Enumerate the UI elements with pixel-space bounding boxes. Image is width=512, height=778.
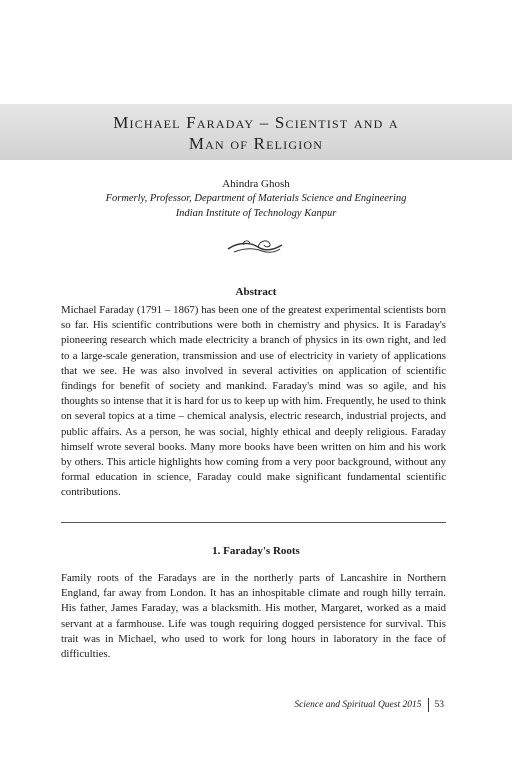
section-divider bbox=[61, 522, 446, 523]
author-name: Ahindra Ghosh bbox=[222, 178, 290, 190]
journal-name: Science and Spiritual Quest 2015 bbox=[294, 700, 422, 711]
author-affiliation-line-1: Formerly, Professor, Department of Materials Science and Engineering bbox=[105, 193, 407, 204]
page-footer bbox=[294, 698, 444, 712]
page-number: 53 bbox=[434, 700, 444, 711]
article-title-line-1: Michael Faraday – Scientist and a bbox=[113, 113, 399, 132]
footer-separator bbox=[428, 698, 429, 712]
flourish-ornament-icon bbox=[224, 236, 288, 258]
article-title-line-2: Man of Religion bbox=[188, 134, 324, 153]
section-1-text: Family roots of the Faradays are in the northerly parts of Lancashire in Northern England, far away from London. It has an inhospitable climate and rough hilly terrain. His father, James Faraday, was a blacksmith. His mother, Margaret, worked as a maid servant at a farmhouse. Life was tough requiring dogged persistence for survival. This trait was in Michael, who used to work for long hours in laboratory in the face of difficulties. bbox=[61, 572, 446, 661]
section-1-heading: 1. Faraday's Roots bbox=[212, 545, 300, 557]
author-affiliation-line-2: Indian Institute of Technology Kanpur bbox=[175, 208, 337, 219]
abstract-text: Michael Faraday (1791 – 1867) has been one of the greatest experimental scientists born so far. His scientific contributions were both in chemistry and physics. It is Faraday's pioneering research which made electricity a branch of physics in its own right, and led to a large-scale generation, transmission and use of electricity in variety of applications that we see. He was also involved in several activities on application of scientific findings for benefit of society and mankind. Faraday's mind was so agile, and his thoughts so intense that it is hard for us to keep up with him. Frequently, he used to think on several topics at a time – chemical analysis, electric research, industrial projects, and public affairs. As a person, he was social, highly ethical and deeply religious. Faraday himself wrote several books. Many more books have been written on him and his work by others. This article highlights how coming from a very poor background, without any formal education in science, Faraday could make significant fundamental scientific contributions. bbox=[61, 304, 446, 499]
abstract-heading: Abstract bbox=[235, 286, 277, 298]
